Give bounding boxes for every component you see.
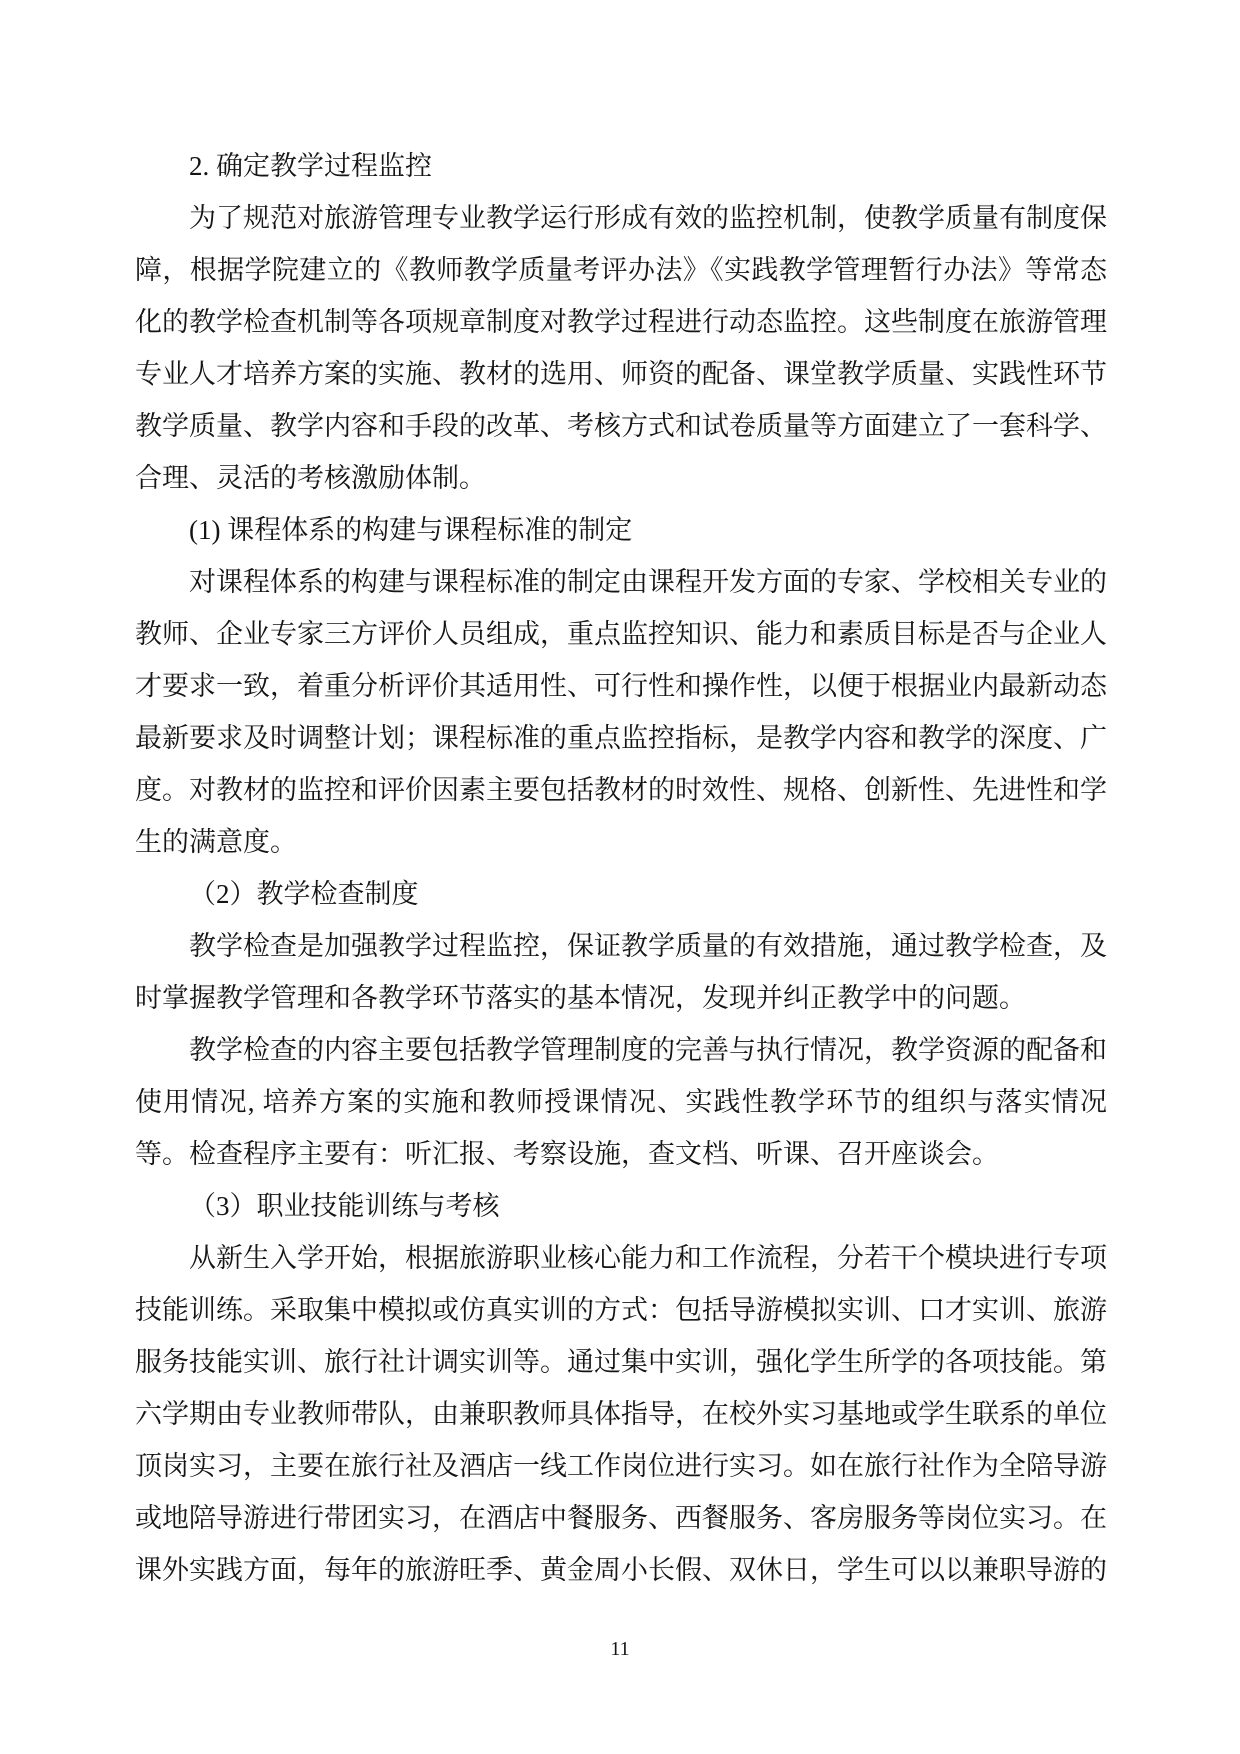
paragraph-monitoring-mechanism: 为了规范对旅游管理专业教学运行形成有效的监控机制，使教学质量有制度保障，根据学院建立的《教师教学质量考评办法》《实践教学管理暂行办法》等常态化的教学检查机制等各项规章制度对教学过程进行动态监控。这些制度在旅游管理专业人才培养方案的实施、教材的选用、师资的配备、课堂教学质量、实践性环节教学质量、教学内容和手段的改革、考核方式和试卷质量等方面建立了一套科学、合理、灵活的考核激励体制。: [135, 203, 1107, 493]
subsection-heading-curriculum-system: (1) 课程体系的构建与课程标准的制定: [189, 515, 633, 545]
page-content: [135, 140, 1107, 1596]
paragraph-inspection-purpose: 教学检查是加强教学过程监控，保证教学质量的有效措施，通过教学检查，及时掌握教学管理和各教学环节落实的基本情况，发现并纠正教学中的问题。: [135, 931, 1107, 1013]
subsection-heading-teaching-inspection: （2）教学检查制度: [189, 879, 419, 909]
page-number: 11: [610, 1638, 630, 1660]
subsection-heading-vocational-skill-training: （3）职业技能训练与考核: [189, 1191, 500, 1221]
paragraph-inspection-content: 教学检查的内容主要包括教学管理制度的完善与执行情况，教学资源的配备和使用情况, 培养方案的实施和教师授课情况、实践性教学环节的组织与落实情况等。检查程序主要有：听汇报、考察设施，查文档、听课、召开座谈会。: [135, 1035, 1107, 1169]
paragraph-curriculum-evaluation: 对课程体系的构建与课程标准的制定由课程开发方面的专家、学校相关专业的教师、企业专家三方评价人员组成，重点监控知识、能力和素质目标是否与企业人才要求一致，着重分析评价其适用性、可行性和操作性，以便于根据业内最新动态最新要求及时调整计划；课程标准的重点监控指标，是教学内容和教学的深度、广度。对教材的监控和评价因素主要包括教材的时效性、规格、创新性、先进性和学生的满意度。: [135, 567, 1107, 857]
page-footer: [0, 1638, 1240, 1661]
paragraph-skill-training-practice: 从新生入学开始，根据旅游职业核心能力和工作流程，分若干个模块进行专项技能训练。采取集中模拟或仿真实训的方式：包括导游模拟实训、口才实训、旅游服务技能实训、旅行社计调实训等。通过集中实训，强化学生所学的各项技能。第六学期由专业教师带队，由兼职教师具体指导，在校外实习基地或学生联系的单位顶岗实习，主要在旅行社及酒店一线工作岗位进行实习。如在旅行社作为全陪导游或地陪导游进行带团实习，在酒店中餐服务、西餐服务、客房服务等岗位实习。在课外实践方面，每年的旅游旺季、黄金周小长假、双休日，学生可以以兼职导游的: [135, 1243, 1107, 1585]
section-heading-teaching-process-monitoring: 2. 确定教学过程监控: [189, 151, 432, 181]
